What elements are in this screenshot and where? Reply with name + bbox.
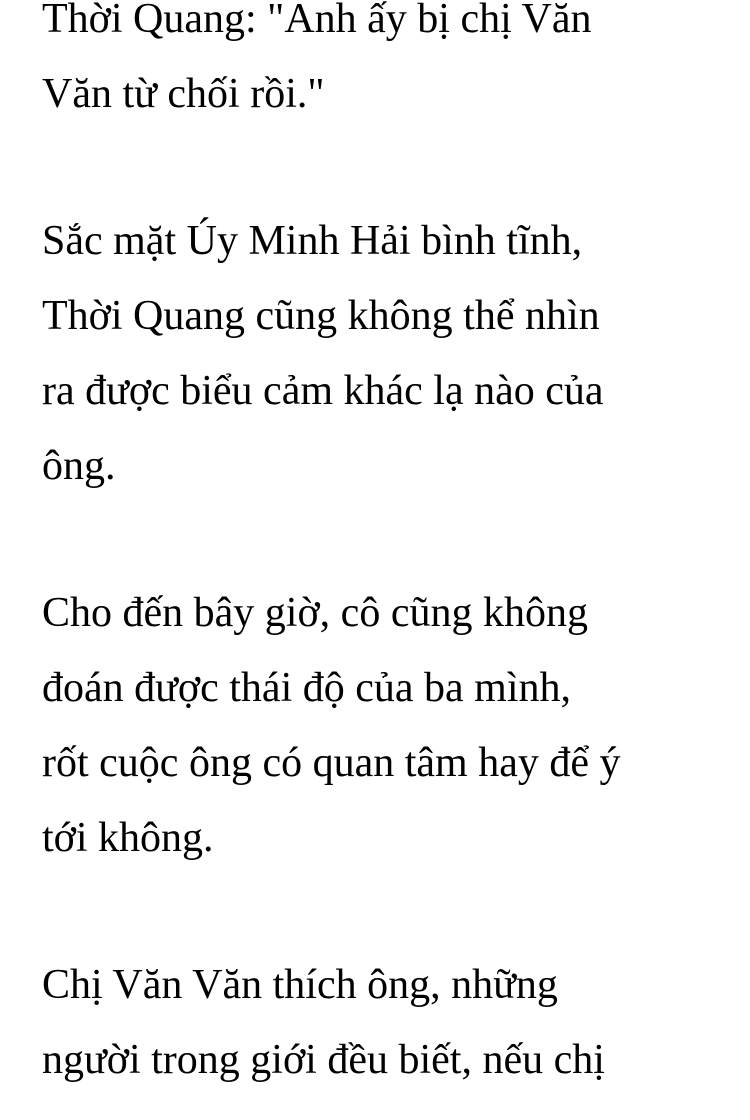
text-line: ông.	[42, 443, 116, 489]
text-line: Chị Văn Văn thích ông, những	[42, 962, 558, 1008]
text-line: Sắc mặt Úy Minh Hải bình tĩnh,	[42, 218, 583, 264]
text-line: rốt cuộc ông có quan tâm hay để ý	[42, 740, 621, 786]
text-line: người trong giới đều biết, nếu chị	[42, 1037, 605, 1083]
text-line: ra được biểu cảm khác lạ nào của	[42, 368, 604, 414]
paragraph	[42, 576, 714, 876]
text-line: Thời Quang cũng không thể nhìn	[42, 293, 600, 339]
text-line: đoán được thái độ của ba mình,	[42, 665, 571, 711]
text-line: Thời Quang: "Anh ấy bị chị Văn	[42, 0, 592, 42]
text-line: Cho đến bây giờ, cô cũng không	[42, 590, 588, 636]
text-line: tới không.	[42, 815, 214, 861]
paragraph	[42, 0, 714, 132]
text-line: Văn từ chối rồi."	[42, 71, 325, 117]
paragraph	[42, 948, 714, 1098]
paragraph	[42, 204, 714, 504]
